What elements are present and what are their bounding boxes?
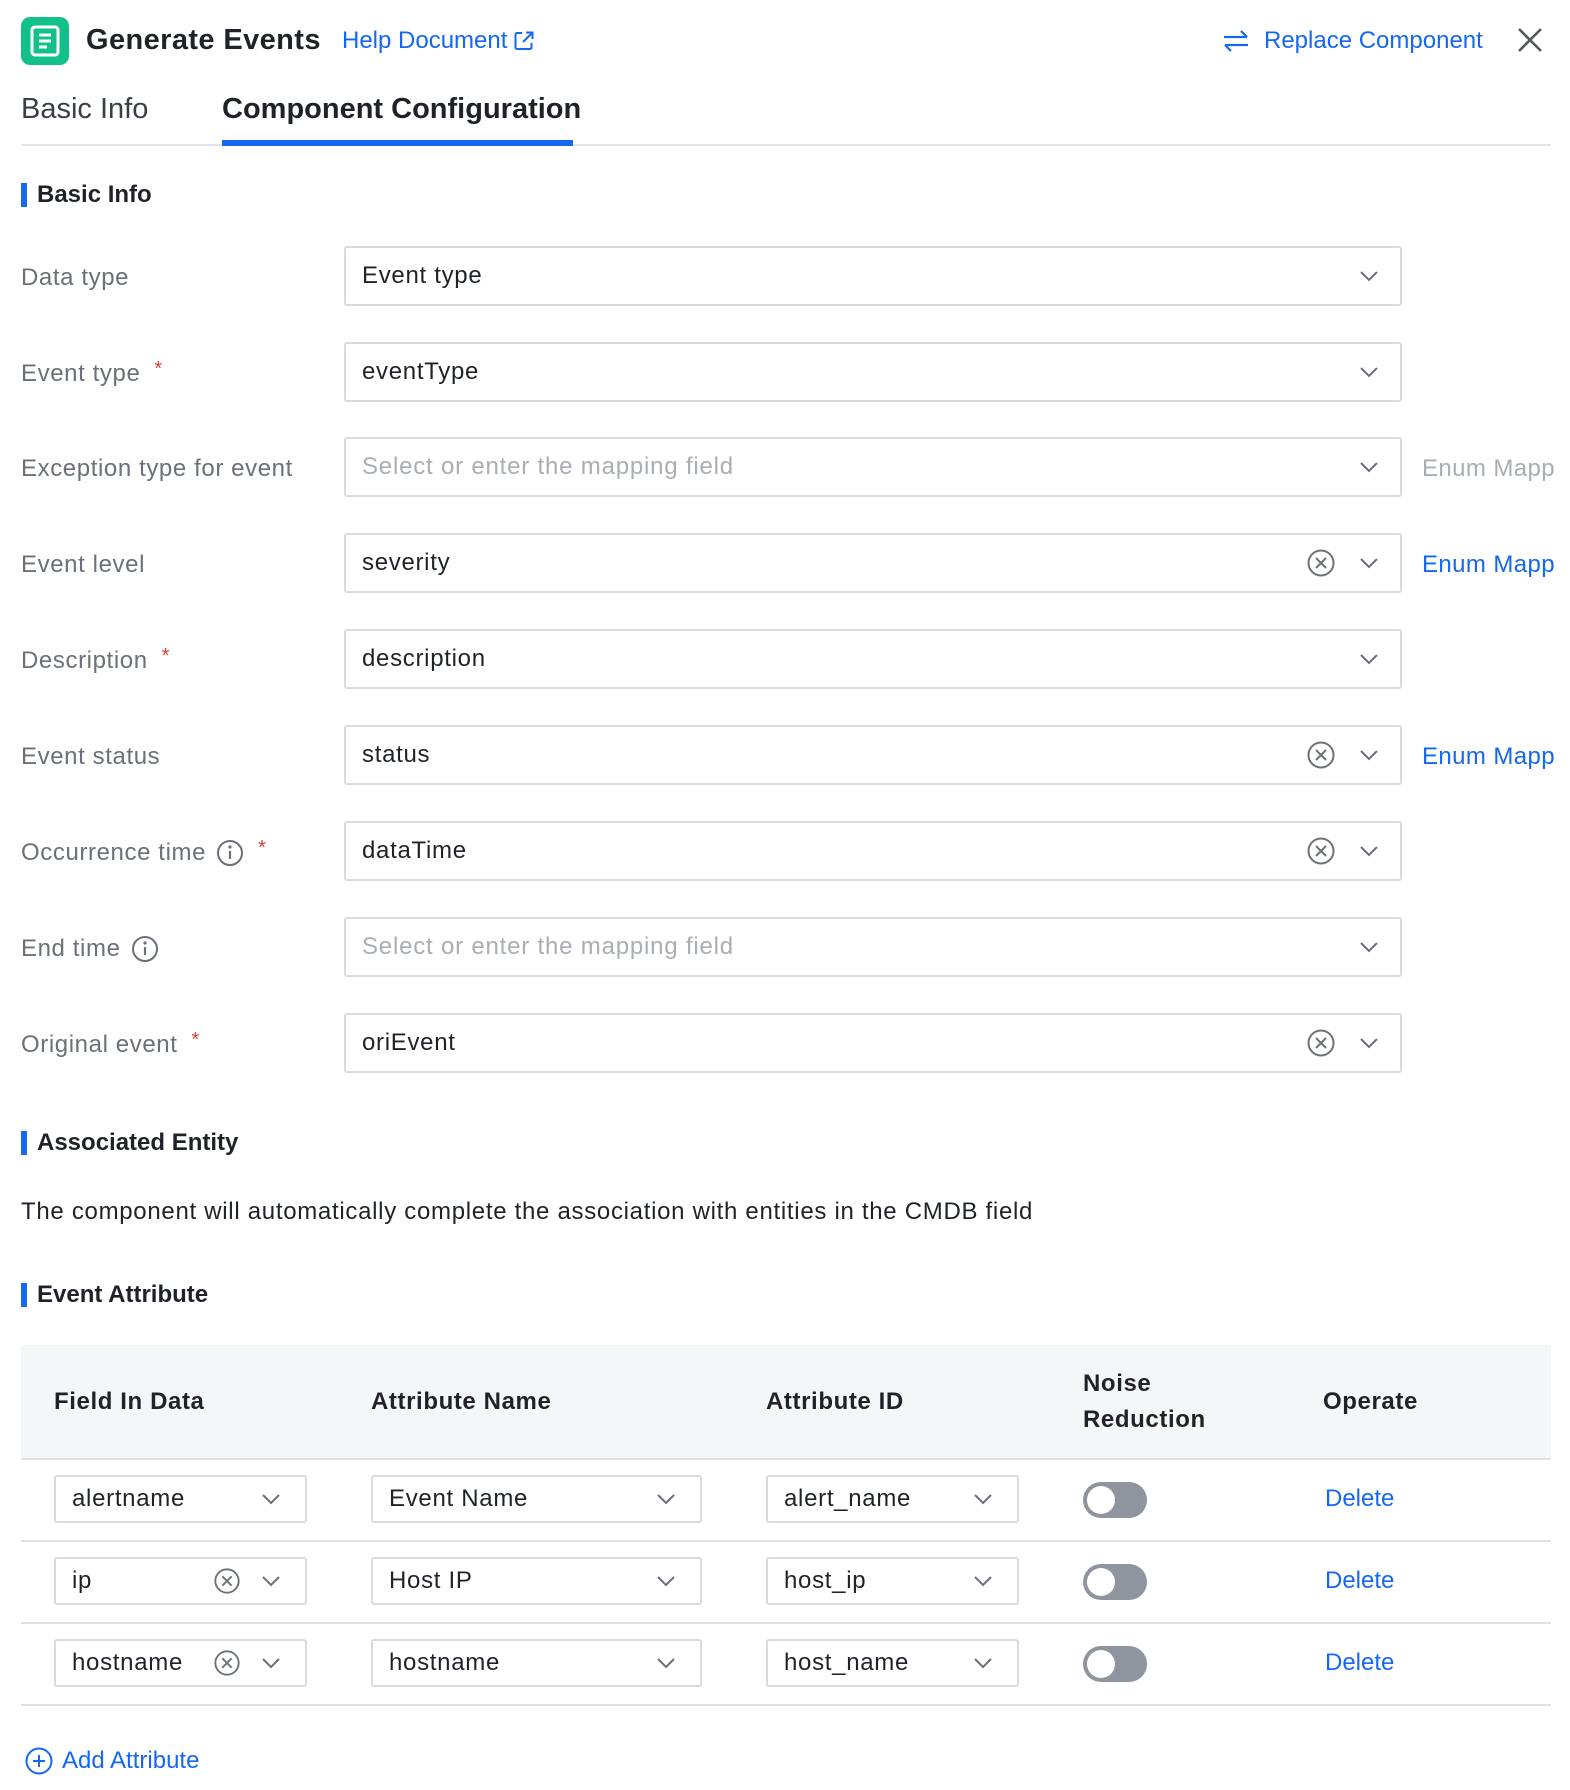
section-basic-info <box>21 180 152 210</box>
clear-circle-icon[interactable] <box>1306 1028 1336 1058</box>
add-attribute-button[interactable] <box>24 1744 199 1778</box>
replace-component-label: Replace Component <box>1264 27 1483 54</box>
replace-component-button[interactable] <box>1222 24 1483 58</box>
chevron-down-icon <box>1356 742 1382 768</box>
data-type-select[interactable]: Event type <box>344 246 1402 306</box>
section-heading: Basic Info <box>37 181 152 208</box>
chevron-down-icon <box>1356 838 1382 864</box>
noise-reduction-toggle[interactable] <box>1083 1482 1147 1518</box>
required-mark: * <box>161 645 171 667</box>
column-header-reduction: Reduction <box>1083 1406 1206 1433</box>
tab-component-configuration[interactable]: Component Configuration <box>222 93 582 125</box>
end-time-select[interactable]: Select or enter the mapping field <box>344 917 1402 977</box>
field-label-occurrence-time: Occurrence time * <box>21 836 266 870</box>
help-document-label: Help Document <box>342 27 508 54</box>
field-label-end-time: End time <box>21 932 159 966</box>
table-divider <box>21 1622 1551 1624</box>
event-status-select[interactable]: status <box>344 725 1402 785</box>
delete-row-button[interactable]: Delete <box>1325 1649 1395 1676</box>
chevron-down-icon <box>259 1651 283 1675</box>
attribute-id-select[interactable]: host_name <box>766 1639 1019 1687</box>
chevron-down-icon <box>654 1487 678 1511</box>
event-level-enum-mapping-link[interactable]: Enum Mapp <box>1422 551 1555 578</box>
section-heading: Event Attribute <box>37 1281 209 1308</box>
chevron-down-icon <box>971 1651 995 1675</box>
clear-circle-icon[interactable] <box>1306 836 1336 866</box>
clear-circle-icon[interactable] <box>1306 740 1336 770</box>
field-label-original-event: Original event * <box>21 1028 200 1062</box>
exception-type-select[interactable]: Select or enter the mapping field <box>344 437 1402 497</box>
column-header-field-in-data: Field In Data <box>54 1388 205 1415</box>
field-label-event-status: Event status <box>21 743 161 770</box>
event-status-enum-mapping-link[interactable]: Enum Mapp <box>1422 743 1555 770</box>
swap-arrows-icon <box>1222 29 1250 53</box>
chevron-down-icon <box>1356 646 1382 672</box>
original-event-select[interactable]: oriEvent <box>344 1013 1402 1073</box>
info-icon[interactable] <box>216 839 244 867</box>
close-icon <box>1514 24 1546 56</box>
exception-type-enum-mapping-link: Enum Mapp <box>1422 455 1555 482</box>
chevron-down-icon <box>654 1651 678 1675</box>
chevron-down-icon <box>1356 934 1382 960</box>
column-header-attribute-id: Attribute ID <box>766 1388 904 1415</box>
chevron-down-icon <box>259 1487 283 1511</box>
field-in-data-select[interactable]: hostname <box>54 1639 307 1687</box>
field-label-description: Description * <box>21 644 170 678</box>
required-mark: * <box>258 837 267 859</box>
external-link-icon <box>513 30 535 52</box>
section-heading: Associated Entity <box>37 1129 239 1156</box>
field-label-data-type: Data type <box>21 264 130 291</box>
field-label-event-type: Event type * <box>21 357 163 391</box>
close-button[interactable] <box>1514 24 1546 56</box>
chevron-down-icon <box>259 1569 283 1593</box>
column-header-operate: Operate <box>1323 1388 1418 1415</box>
clear-circle-icon[interactable] <box>213 1649 241 1677</box>
chevron-down-icon <box>1356 263 1382 289</box>
event-level-select[interactable]: severity <box>344 533 1402 593</box>
noise-reduction-toggle[interactable] <box>1083 1646 1147 1682</box>
required-mark: * <box>191 1029 200 1051</box>
chevron-down-icon <box>1356 550 1382 576</box>
chevron-down-icon <box>971 1569 995 1593</box>
field-label-event-level: Event level <box>21 551 145 578</box>
clear-circle-icon[interactable] <box>213 1567 241 1595</box>
help-document-link[interactable] <box>342 24 535 58</box>
active-tab-indicator <box>222 140 573 146</box>
plus-circle-icon <box>24 1746 54 1776</box>
occurrence-time-select[interactable]: dataTime <box>344 821 1402 881</box>
associated-entity-description: The component will automatically complete the association with entities in the CMDB field <box>21 1198 1034 1225</box>
attribute-name-select[interactable]: Host IP <box>371 1557 702 1605</box>
clear-circle-icon[interactable] <box>1306 548 1336 578</box>
required-mark: * <box>154 358 163 380</box>
attribute-name-select[interactable]: Event Name <box>371 1475 702 1523</box>
tab-basic-info[interactable]: Basic Info <box>21 93 149 125</box>
section-associated-entity <box>21 1128 238 1158</box>
field-label-exception-type: Exception type for event <box>21 455 293 482</box>
add-attribute-label: Add Attribute <box>62 1747 200 1774</box>
attribute-id-select[interactable]: alert_name <box>766 1475 1019 1523</box>
section-event-attribute <box>21 1280 208 1310</box>
chevron-down-icon <box>1356 454 1382 480</box>
table-divider <box>21 1704 1551 1706</box>
delete-row-button[interactable]: Delete <box>1325 1485 1395 1512</box>
page-title: Generate Events <box>86 24 321 56</box>
app-logo-icon <box>21 17 69 65</box>
chevron-down-icon <box>654 1569 678 1593</box>
info-icon[interactable] <box>131 935 159 963</box>
attribute-name-select[interactable]: hostname <box>371 1639 702 1687</box>
column-header-attribute-name: Attribute Name <box>371 1388 552 1415</box>
chevron-down-icon <box>971 1487 995 1511</box>
delete-row-button[interactable]: Delete <box>1325 1567 1395 1594</box>
column-header-noise: Noise <box>1083 1370 1152 1397</box>
field-in-data-select[interactable]: ip <box>54 1557 307 1605</box>
description-select[interactable]: description <box>344 629 1402 689</box>
table-divider <box>21 1540 1551 1542</box>
noise-reduction-toggle[interactable] <box>1083 1564 1147 1600</box>
table-divider <box>21 1458 1551 1460</box>
chevron-down-icon <box>1356 359 1382 385</box>
field-in-data-select[interactable]: alertname <box>54 1475 307 1523</box>
attribute-id-select[interactable]: host_ip <box>766 1557 1019 1605</box>
chevron-down-icon <box>1356 1030 1382 1056</box>
event-type-select[interactable]: eventType <box>344 342 1402 402</box>
